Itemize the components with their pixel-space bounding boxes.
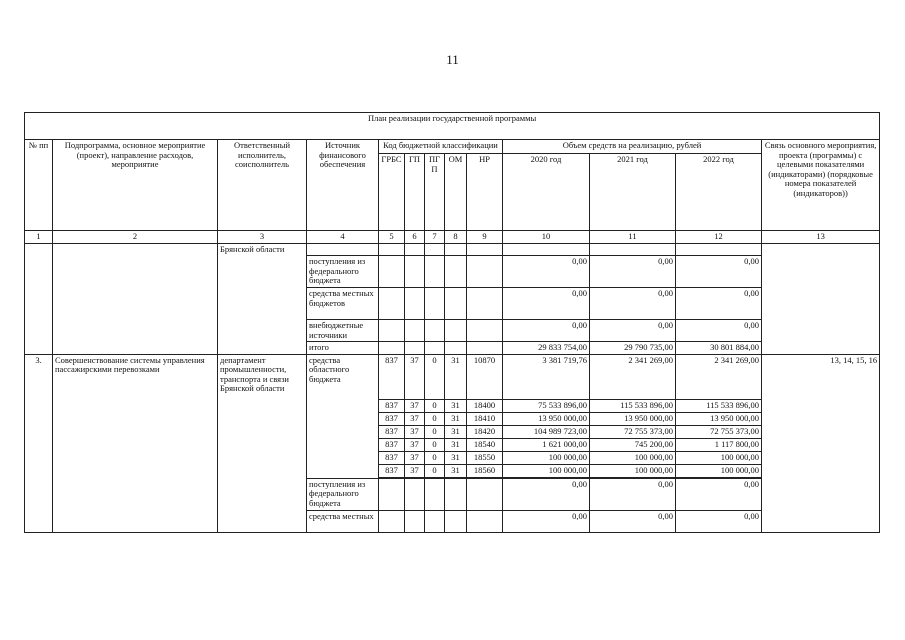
block2-source: средства местных: [307, 510, 379, 532]
value-2022: 0,00: [676, 256, 762, 288]
value-2022: 0,00: [676, 478, 762, 510]
col-number: 11: [590, 231, 676, 244]
code-om: 31: [445, 438, 467, 451]
value-2020: 0,00: [503, 320, 590, 342]
col-number: 12: [676, 231, 762, 244]
header-no: № пп: [25, 140, 53, 231]
value-2020: 75 533 896,00: [503, 399, 590, 412]
header-subprogram: Подпрограмма, основное мероприятие (проект), направление расходов, мероприятие: [53, 140, 218, 231]
value-2020: 104 989 723,00: [503, 425, 590, 438]
code-pgp: 0: [425, 425, 445, 438]
code-grbs: 837: [379, 399, 405, 412]
code-pgp: 0: [425, 354, 445, 399]
code-grbs: 837: [379, 354, 405, 399]
program-plan-table: [24, 112, 880, 533]
code-gp: 37: [405, 464, 425, 477]
value-2020: 0,00: [503, 256, 590, 288]
block2-executor: департамент промышленности, транспорта и связи Брянской области: [218, 354, 307, 532]
block1-executor: Брянской области: [218, 244, 307, 355]
value-2021: 13 950 000,00: [590, 412, 676, 425]
block1-source: поступления из федерального бюджета: [307, 256, 379, 288]
table-row: [25, 354, 880, 399]
value-2021: 100 000,00: [590, 464, 676, 477]
header-executor: Ответственный исполнитель, соисполнитель: [218, 140, 307, 231]
table-title-row: [25, 113, 880, 140]
value-2022: 72 755 373,00: [676, 425, 762, 438]
header-2020: 2020 год: [503, 154, 590, 231]
code-grbs: 837: [379, 438, 405, 451]
code-pgp: 0: [425, 438, 445, 451]
total-2021: 29 790 735,00: [590, 342, 676, 355]
code-nr: 18410: [467, 412, 503, 425]
code-pgp: 0: [425, 399, 445, 412]
value-2021: 0,00: [590, 478, 676, 510]
header-gp: ГП: [405, 154, 425, 231]
col-number: 5: [379, 231, 405, 244]
header-grbs: ГРБС: [379, 154, 405, 231]
value-2022: 115 533 896,00: [676, 399, 762, 412]
total-2020: 29 833 754,00: [503, 342, 590, 355]
value-2021: 0,00: [590, 288, 676, 320]
code-nr: 18540: [467, 438, 503, 451]
value-2021: 0,00: [590, 256, 676, 288]
value-2022: 0,00: [676, 510, 762, 532]
code-gp: 37: [405, 354, 425, 399]
code-om: 31: [445, 451, 467, 464]
code-pgp: 0: [425, 464, 445, 477]
code-nr: 18420: [467, 425, 503, 438]
col-number: 7: [425, 231, 445, 244]
block2-subprogram: Совершенствование системы управления пассажирскими перевозками: [53, 354, 218, 532]
header-source: Источник финансового обеспечения: [307, 140, 379, 231]
header-volume: Объем средств на реализацию, рублей: [503, 140, 762, 154]
table-title: План реализации государственной программы: [25, 113, 880, 140]
value-2022: 0,00: [676, 320, 762, 342]
block1-source: внебюджетные источники: [307, 320, 379, 342]
value-2021: 100 000,00: [590, 451, 676, 464]
table-row: [25, 244, 880, 256]
code-grbs: 837: [379, 412, 405, 425]
code-om: 31: [445, 412, 467, 425]
value-2022: 13 950 000,00: [676, 412, 762, 425]
code-gp: 37: [405, 412, 425, 425]
value-2021: 72 755 373,00: [590, 425, 676, 438]
code-nr: 18400: [467, 399, 503, 412]
header-2022: 2022 год: [676, 154, 762, 231]
col-number: 9: [467, 231, 503, 244]
code-om: 31: [445, 464, 467, 477]
value-2022: 100 000,00: [676, 464, 762, 477]
value-2021: 115 533 896,00: [590, 399, 676, 412]
cell-empty: [762, 244, 880, 355]
header-2021: 2021 год: [590, 154, 676, 231]
code-gp: 37: [405, 399, 425, 412]
value-2021: 0,00: [590, 320, 676, 342]
code-om: 31: [445, 399, 467, 412]
code-om: 31: [445, 425, 467, 438]
value-2022: 100 000,00: [676, 451, 762, 464]
block1-source: итого: [307, 342, 379, 355]
page-number: 11: [446, 52, 459, 67]
total-2022: 30 801 884,00: [676, 342, 762, 355]
value-2020: 0,00: [503, 510, 590, 532]
cell-empty: [25, 244, 53, 355]
code-grbs: 837: [379, 451, 405, 464]
code-gp: 37: [405, 438, 425, 451]
block2-no: 3.: [25, 354, 53, 532]
col-number: 4: [307, 231, 379, 244]
code-gp: 37: [405, 451, 425, 464]
col-number: 8: [445, 231, 467, 244]
header-budget-code: Код бюджетной классификации: [379, 140, 503, 154]
col-number: 1: [25, 231, 53, 244]
header-nr: НР: [467, 154, 503, 231]
code-nr: 18550: [467, 451, 503, 464]
header-link: Связь основного мероприятия, проекта (программы) с целевыми показателями (индикаторами) (порядковые номера показателей (индикаторов)): [762, 140, 880, 231]
value-2021: 745 200,00: [590, 438, 676, 451]
value-2020: 0,00: [503, 288, 590, 320]
header-row-1: [25, 140, 880, 154]
code-nr: 10870: [467, 354, 503, 399]
code-pgp: 0: [425, 412, 445, 425]
code-grbs: 837: [379, 425, 405, 438]
header-om: ОМ: [445, 154, 467, 231]
cell-empty: [53, 244, 218, 355]
value-2022: 1 117 800,00: [676, 438, 762, 451]
code-grbs: 837: [379, 464, 405, 477]
block1-source: средства местных бюджетов: [307, 288, 379, 320]
value-2020: 0,00: [503, 478, 590, 510]
value-2020: 100 000,00: [503, 451, 590, 464]
col-number: 6: [405, 231, 425, 244]
header-pgp: ПГП: [425, 154, 445, 231]
value-2021: 0,00: [590, 510, 676, 532]
value-2021: 2 341 269,00: [590, 354, 676, 399]
code-om: 31: [445, 354, 467, 399]
value-2022: 2 341 269,00: [676, 354, 762, 399]
block2-indicators: 13, 14, 15, 16: [762, 354, 880, 532]
column-numbers-row: [25, 231, 880, 244]
col-number: 2: [53, 231, 218, 244]
block2-source: поступления из федерального бюджета: [307, 478, 379, 510]
col-number: 3: [218, 231, 307, 244]
code-gp: 37: [405, 425, 425, 438]
value-2020: 3 381 719,76: [503, 354, 590, 399]
col-number: 10: [503, 231, 590, 244]
col-number: 13: [762, 231, 880, 244]
value-2022: 0,00: [676, 288, 762, 320]
code-pgp: 0: [425, 451, 445, 464]
block1-source: [307, 244, 379, 256]
block2-source-regional: средства областного бюджета: [307, 354, 379, 478]
code-nr: 18560: [467, 464, 503, 477]
value-2020: 13 950 000,00: [503, 412, 590, 425]
value-2020: 1 621 000,00: [503, 438, 590, 451]
value-2020: 100 000,00: [503, 464, 590, 477]
